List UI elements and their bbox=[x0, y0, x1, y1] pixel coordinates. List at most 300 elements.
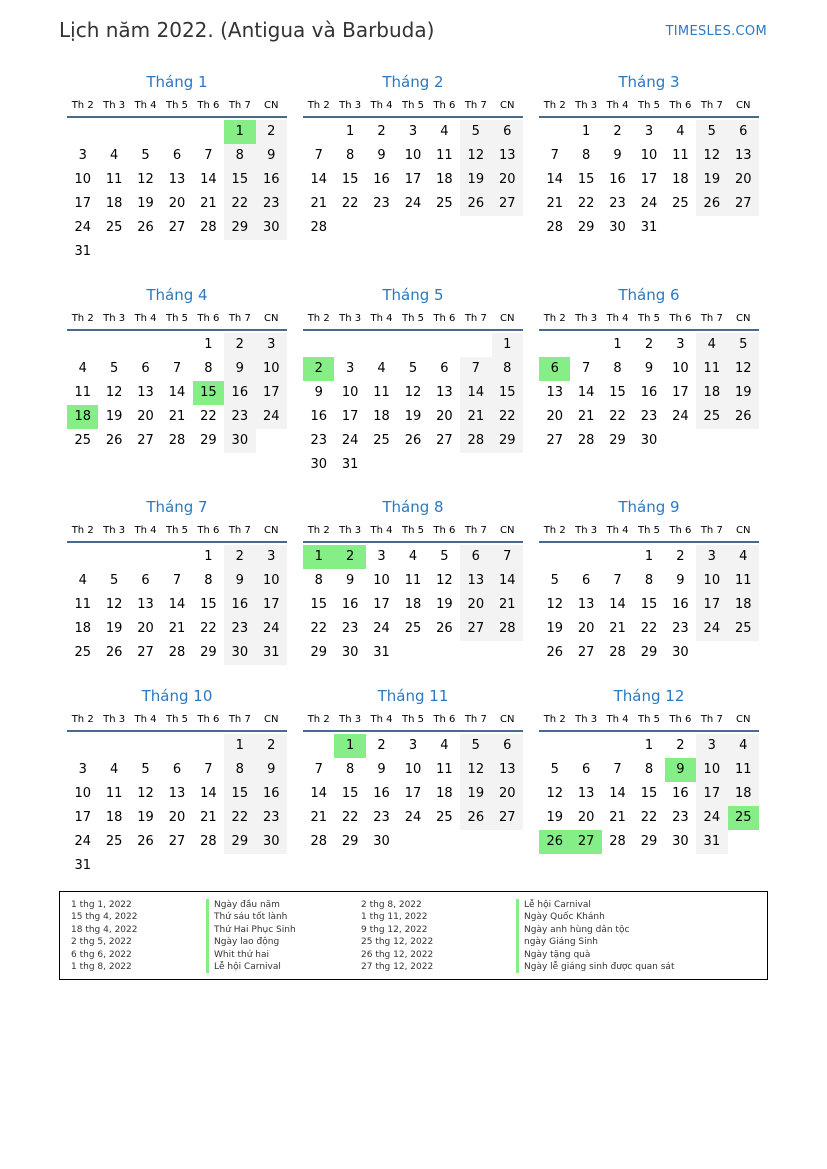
day-cell: 19 bbox=[546, 621, 563, 636]
day-cell: 15 bbox=[492, 381, 523, 405]
month-11 bbox=[303, 684, 523, 854]
day-cell: 1 bbox=[224, 734, 255, 758]
legend-date-column bbox=[71, 899, 137, 973]
holiday-day: 25 bbox=[728, 806, 759, 830]
empty-cell bbox=[130, 734, 161, 758]
day-cell: 11 bbox=[696, 357, 727, 381]
weekday-label: Th 5 bbox=[637, 714, 660, 725]
day-cell: 26 bbox=[105, 645, 123, 660]
day-grid bbox=[539, 545, 759, 665]
day-cell: 10 bbox=[404, 148, 422, 163]
day-cell: 26 bbox=[436, 621, 453, 636]
weekday-label: Th 5 bbox=[401, 100, 424, 111]
day-cell: 13 bbox=[436, 385, 453, 400]
weekday-label: Th 7 bbox=[700, 714, 723, 725]
month-title: Tháng 4 bbox=[146, 286, 208, 304]
day-cell: 29 bbox=[224, 830, 255, 854]
day-cell: 25 bbox=[105, 834, 123, 849]
day-cell: 28 bbox=[168, 645, 186, 660]
day-cell: 25 bbox=[105, 220, 123, 235]
empty-cell bbox=[67, 545, 98, 569]
day-cell: 8 bbox=[581, 148, 591, 163]
day-cell: 12 bbox=[105, 385, 123, 400]
day-cell: 30 bbox=[341, 645, 359, 660]
day-cell: 1 bbox=[581, 124, 591, 139]
site-link[interactable]: TIMESLES.COM bbox=[665, 24, 767, 39]
day-cell: 31 bbox=[341, 457, 359, 472]
day-cell: 8 bbox=[492, 357, 523, 381]
day-cell: 5 bbox=[728, 333, 759, 357]
day-cell: 10 bbox=[341, 385, 359, 400]
empty-cell bbox=[397, 333, 428, 357]
holiday-legend bbox=[59, 891, 768, 980]
day-cell: 18 bbox=[105, 810, 123, 825]
holiday-day: 26 bbox=[539, 830, 570, 854]
day-cell: 14 bbox=[577, 385, 595, 400]
weekday-label: Th 6 bbox=[669, 714, 692, 725]
day-cell: 18 bbox=[105, 196, 123, 211]
holiday-day: 6 bbox=[539, 357, 570, 381]
day-cell: 15 bbox=[224, 782, 255, 806]
day-cell: 6 bbox=[440, 361, 449, 376]
day-cell: 25 bbox=[672, 196, 689, 211]
weekday-label: Th 3 bbox=[575, 714, 598, 725]
empty-cell bbox=[429, 333, 460, 357]
day-cell: 23 bbox=[672, 810, 689, 825]
day-cell: 12 bbox=[546, 597, 563, 612]
empty-cell bbox=[67, 734, 98, 758]
weekday-label: Th 3 bbox=[103, 100, 126, 111]
day-cell: 4 bbox=[728, 734, 759, 758]
day-cell: 9 bbox=[345, 573, 355, 588]
day-cell: 9 bbox=[314, 385, 323, 400]
weekday-label: Th 7 bbox=[228, 100, 251, 111]
weekday-label: CN bbox=[736, 100, 751, 111]
day-cell: 19 bbox=[546, 810, 563, 825]
day-cell: 7 bbox=[613, 762, 622, 777]
day-cell: 22 bbox=[577, 196, 595, 211]
empty-cell bbox=[303, 734, 334, 758]
day-cell: 18 bbox=[436, 786, 453, 801]
weekday-header bbox=[539, 307, 759, 331]
weekday-label: Th 2 bbox=[71, 100, 94, 111]
day-cell: 14 bbox=[546, 172, 563, 187]
day-cell: 23 bbox=[640, 409, 658, 424]
weekday-label: Th 7 bbox=[464, 525, 487, 536]
legend-holiday-name: Ngày lao động bbox=[206, 936, 296, 948]
weekday-label: Th 6 bbox=[197, 313, 220, 324]
day-cell: 14 bbox=[168, 385, 186, 400]
month-10 bbox=[67, 684, 287, 878]
day-cell: 22 bbox=[341, 810, 359, 825]
empty-cell bbox=[193, 120, 224, 144]
day-cell: 18 bbox=[728, 593, 759, 617]
day-cell: 3 bbox=[256, 333, 287, 357]
day-cell: 16 bbox=[373, 172, 390, 187]
day-cell: 13 bbox=[137, 597, 154, 612]
weekday-header bbox=[539, 94, 759, 118]
day-cell: 25 bbox=[728, 617, 759, 641]
month-4 bbox=[67, 283, 287, 453]
day-cell: 21 bbox=[310, 810, 327, 825]
month-title: Tháng 10 bbox=[141, 687, 213, 705]
weekday-label: CN bbox=[736, 525, 751, 536]
day-cell: 27 bbox=[492, 806, 523, 830]
holiday-day: 1 bbox=[303, 545, 334, 569]
legend-holiday-name: Ngày lễ giáng sinh được quan sát bbox=[516, 961, 674, 973]
day-cell: 14 bbox=[609, 786, 626, 801]
day-cell: 17 bbox=[373, 597, 390, 612]
month-title: Tháng 3 bbox=[618, 73, 680, 91]
day-cell: 15 bbox=[609, 385, 626, 400]
day-cell: 15 bbox=[640, 786, 658, 801]
day-cell: 29 bbox=[492, 429, 523, 453]
day-cell: 2 bbox=[377, 738, 386, 753]
day-cell: 19 bbox=[460, 168, 491, 192]
holiday-day: 27 bbox=[570, 830, 601, 854]
day-cell: 28 bbox=[310, 220, 327, 235]
day-cell: 11 bbox=[74, 385, 91, 400]
weekday-header bbox=[67, 94, 287, 118]
day-cell: 17 bbox=[74, 810, 91, 825]
day-cell: 5 bbox=[550, 762, 559, 777]
day-cell: 16 bbox=[341, 597, 359, 612]
day-cell: 13 bbox=[577, 786, 595, 801]
day-cell: 8 bbox=[644, 762, 654, 777]
day-cell: 11 bbox=[672, 148, 689, 163]
day-cell: 17 bbox=[256, 593, 287, 617]
weekday-label: CN bbox=[736, 714, 751, 725]
day-cell: 4 bbox=[377, 361, 386, 376]
weekday-label: Th 6 bbox=[197, 714, 220, 725]
empty-cell bbox=[570, 545, 601, 569]
day-cell: 10 bbox=[696, 569, 727, 593]
day-cell: 7 bbox=[581, 361, 591, 376]
day-cell: 8 bbox=[644, 573, 654, 588]
day-cell: 24 bbox=[256, 617, 287, 641]
day-cell: 30 bbox=[640, 433, 658, 448]
empty-cell bbox=[539, 120, 570, 144]
empty-cell bbox=[161, 734, 192, 758]
weekday-label: Th 5 bbox=[165, 525, 188, 536]
day-cell: 16 bbox=[256, 782, 287, 806]
day-cell: 25 bbox=[74, 433, 91, 448]
day-cell: 23 bbox=[373, 810, 390, 825]
day-cell: 6 bbox=[492, 120, 523, 144]
weekday-label: Th 6 bbox=[669, 525, 692, 536]
day-cell: 22 bbox=[200, 621, 217, 636]
legend-name-column bbox=[516, 899, 674, 973]
month-title: Tháng 12 bbox=[613, 687, 685, 705]
legend-date: 1 thg 8, 2022 bbox=[71, 961, 132, 972]
day-cell: 24 bbox=[640, 196, 658, 211]
legend-date: 26 thg 12, 2022 bbox=[361, 949, 434, 960]
day-cell: 26 bbox=[696, 192, 727, 216]
day-cell: 18 bbox=[404, 597, 422, 612]
day-cell: 16 bbox=[256, 168, 287, 192]
month-title: Tháng 6 bbox=[618, 286, 680, 304]
empty-cell bbox=[98, 545, 129, 569]
month-3 bbox=[539, 70, 759, 240]
weekday-label: Th 3 bbox=[339, 525, 362, 536]
day-cell: 28 bbox=[168, 433, 186, 448]
day-cell: 14 bbox=[492, 569, 523, 593]
weekday-label: CN bbox=[500, 714, 515, 725]
day-grid bbox=[303, 120, 523, 240]
month-title: Tháng 1 bbox=[146, 73, 208, 91]
day-cell: 19 bbox=[404, 409, 422, 424]
legend-holiday-name: Thứ Hai Phục Sinh bbox=[206, 924, 296, 936]
day-cell: 10 bbox=[74, 786, 91, 801]
day-cell: 12 bbox=[404, 385, 422, 400]
day-cell: 2 bbox=[224, 545, 255, 569]
empty-cell bbox=[602, 545, 633, 569]
day-cell: 28 bbox=[546, 220, 563, 235]
legend-holiday-name: Whit thứ hai bbox=[206, 949, 296, 961]
day-cell: 26 bbox=[137, 220, 154, 235]
day-cell: 5 bbox=[141, 148, 150, 163]
day-cell: 27 bbox=[728, 192, 759, 216]
day-cell: 1 bbox=[613, 337, 622, 352]
day-cell: 16 bbox=[373, 786, 390, 801]
day-cell: 2 bbox=[377, 124, 386, 139]
day-cell: 4 bbox=[78, 361, 87, 376]
weekday-header bbox=[303, 94, 523, 118]
day-cell: 29 bbox=[640, 834, 658, 849]
month-title: Tháng 7 bbox=[146, 498, 208, 516]
empty-cell bbox=[161, 120, 192, 144]
day-cell: 24 bbox=[696, 617, 727, 641]
weekday-label: CN bbox=[264, 100, 279, 111]
day-cell: 2 bbox=[644, 337, 654, 352]
day-cell: 7 bbox=[613, 573, 622, 588]
day-grid bbox=[539, 120, 759, 240]
day-cell: 16 bbox=[224, 381, 255, 405]
day-cell: 15 bbox=[341, 172, 359, 187]
day-cell: 28 bbox=[609, 645, 626, 660]
empty-cell bbox=[539, 545, 570, 569]
day-cell: 23 bbox=[609, 196, 626, 211]
day-cell: 6 bbox=[141, 573, 150, 588]
day-cell: 11 bbox=[436, 762, 453, 777]
day-cell: 30 bbox=[672, 645, 689, 660]
weekday-label: Th 4 bbox=[370, 100, 393, 111]
weekday-label: CN bbox=[736, 313, 751, 324]
day-cell: 1 bbox=[345, 124, 355, 139]
day-cell: 4 bbox=[109, 148, 119, 163]
day-cell: 29 bbox=[310, 645, 327, 660]
day-cell: 10 bbox=[256, 357, 287, 381]
day-cell: 7 bbox=[550, 148, 559, 163]
weekday-label: CN bbox=[500, 313, 515, 324]
day-cell: 29 bbox=[609, 433, 626, 448]
day-cell: 18 bbox=[74, 621, 91, 636]
day-cell: 13 bbox=[460, 569, 491, 593]
day-cell: 17 bbox=[404, 786, 422, 801]
day-cell: 4 bbox=[440, 124, 449, 139]
weekday-header bbox=[303, 307, 523, 331]
day-cell: 5 bbox=[109, 573, 119, 588]
day-cell: 9 bbox=[676, 573, 685, 588]
day-cell: 21 bbox=[310, 196, 327, 211]
day-cell: 26 bbox=[460, 192, 491, 216]
day-cell: 20 bbox=[137, 621, 154, 636]
day-cell: 10 bbox=[256, 569, 287, 593]
day-cell: 8 bbox=[613, 361, 622, 376]
weekday-header bbox=[67, 307, 287, 331]
day-cell: 19 bbox=[460, 782, 491, 806]
day-cell: 8 bbox=[314, 573, 323, 588]
day-cell: 21 bbox=[200, 810, 217, 825]
day-cell: 14 bbox=[310, 786, 327, 801]
day-cell: 22 bbox=[341, 196, 359, 211]
empty-cell bbox=[98, 734, 129, 758]
day-grid bbox=[67, 734, 287, 878]
day-cell: 18 bbox=[672, 172, 689, 187]
legend-holiday-name: Lễ hội Carnival bbox=[206, 961, 296, 973]
legend-date: 2 thg 8, 2022 bbox=[361, 900, 422, 910]
day-cell: 22 bbox=[609, 409, 626, 424]
day-cell: 25 bbox=[373, 433, 390, 448]
day-cell: 19 bbox=[436, 597, 453, 612]
day-cell: 16 bbox=[310, 409, 327, 424]
legend-holiday-name: Ngày Quốc Khánh bbox=[516, 911, 674, 923]
day-cell: 1 bbox=[204, 549, 213, 564]
day-cell: 10 bbox=[672, 361, 689, 376]
weekday-label: Th 4 bbox=[134, 714, 157, 725]
day-cell: 21 bbox=[492, 593, 523, 617]
weekday-label: Th 2 bbox=[307, 714, 330, 725]
day-cell: 23 bbox=[341, 621, 359, 636]
weekday-label: Th 4 bbox=[370, 525, 393, 536]
day-cell: 11 bbox=[728, 569, 759, 593]
day-cell: 20 bbox=[492, 168, 523, 192]
day-cell: 2 bbox=[613, 124, 622, 139]
day-cell: 8 bbox=[345, 148, 355, 163]
weekday-label: CN bbox=[264, 714, 279, 725]
day-cell: 7 bbox=[460, 357, 491, 381]
day-cell: 4 bbox=[408, 549, 418, 564]
weekday-label: Th 6 bbox=[433, 313, 456, 324]
day-cell: 8 bbox=[345, 762, 355, 777]
day-cell: 28 bbox=[310, 834, 327, 849]
day-cell: 20 bbox=[168, 810, 186, 825]
legend-date: 27 thg 12, 2022 bbox=[361, 961, 434, 972]
day-cell: 9 bbox=[224, 569, 255, 593]
day-cell: 13 bbox=[492, 144, 523, 168]
day-cell: 27 bbox=[577, 645, 595, 660]
empty-cell bbox=[366, 333, 397, 357]
holiday-day: 15 bbox=[193, 381, 224, 405]
day-cell: 28 bbox=[609, 834, 626, 849]
weekday-label: Th 5 bbox=[637, 525, 660, 536]
day-cell: 4 bbox=[109, 762, 119, 777]
weekday-label: Th 4 bbox=[606, 313, 629, 324]
weekday-label: Th 2 bbox=[543, 525, 566, 536]
day-cell: 6 bbox=[141, 361, 150, 376]
weekday-label: CN bbox=[264, 525, 279, 536]
legend-holiday-name: Ngày đầu năm bbox=[206, 899, 296, 911]
day-cell: 14 bbox=[200, 786, 217, 801]
month-2 bbox=[303, 70, 523, 240]
day-cell: 25 bbox=[74, 645, 91, 660]
day-cell: 23 bbox=[256, 806, 287, 830]
day-cell: 5 bbox=[550, 573, 559, 588]
weekday-label: Th 7 bbox=[700, 525, 723, 536]
empty-cell bbox=[98, 120, 129, 144]
day-cell: 27 bbox=[137, 433, 154, 448]
day-cell: 13 bbox=[168, 172, 186, 187]
empty-cell bbox=[303, 120, 334, 144]
weekday-label: Th 4 bbox=[134, 525, 157, 536]
day-cell: 29 bbox=[200, 433, 217, 448]
legend-holiday-name: Ngày anh hùng dân tộc bbox=[516, 924, 674, 936]
day-cell: 27 bbox=[137, 645, 154, 660]
day-cell: 6 bbox=[172, 762, 182, 777]
day-cell: 20 bbox=[436, 409, 453, 424]
day-cell: 12 bbox=[137, 786, 154, 801]
day-cell: 21 bbox=[200, 196, 217, 211]
weekday-header bbox=[303, 708, 523, 732]
weekday-label: Th 6 bbox=[197, 100, 220, 111]
day-cell: 3 bbox=[696, 734, 727, 758]
day-cell: 12 bbox=[137, 172, 154, 187]
legend-holiday-name: Thứ sáu tốt lành bbox=[206, 911, 296, 923]
day-grid bbox=[303, 734, 523, 854]
day-cell: 22 bbox=[310, 621, 327, 636]
day-cell: 19 bbox=[105, 621, 123, 636]
day-cell: 19 bbox=[728, 381, 759, 405]
day-cell: 9 bbox=[256, 758, 287, 782]
day-cell: 27 bbox=[168, 220, 186, 235]
day-cell: 6 bbox=[460, 545, 491, 569]
day-cell: 28 bbox=[577, 433, 595, 448]
holiday-day: 9 bbox=[665, 758, 696, 782]
day-cell: 18 bbox=[436, 172, 453, 187]
day-grid bbox=[539, 734, 759, 854]
legend-holiday-name: Ngày tặng quà bbox=[516, 949, 674, 961]
day-cell: 3 bbox=[345, 361, 355, 376]
weekday-label: Th 7 bbox=[464, 313, 487, 324]
day-cell: 23 bbox=[310, 433, 327, 448]
day-cell: 15 bbox=[224, 168, 255, 192]
weekday-label: Th 3 bbox=[339, 714, 362, 725]
month-title: Tháng 8 bbox=[382, 498, 444, 516]
day-cell: 3 bbox=[676, 337, 685, 352]
day-cell: 21 bbox=[168, 621, 186, 636]
day-grid bbox=[539, 333, 759, 453]
day-cell: 8 bbox=[204, 573, 213, 588]
day-cell: 19 bbox=[696, 168, 727, 192]
legend-date: 2 thg 5, 2022 bbox=[71, 937, 132, 948]
day-cell: 26 bbox=[137, 834, 154, 849]
day-cell: 2 bbox=[256, 120, 287, 144]
day-cell: 11 bbox=[74, 597, 91, 612]
day-cell: 1 bbox=[644, 549, 654, 564]
day-cell: 14 bbox=[200, 172, 217, 187]
day-cell: 12 bbox=[696, 144, 727, 168]
day-cell: 22 bbox=[224, 806, 255, 830]
empty-cell bbox=[570, 333, 601, 357]
day-cell: 18 bbox=[728, 782, 759, 806]
empty-cell bbox=[130, 333, 161, 357]
day-cell: 8 bbox=[224, 144, 255, 168]
weekday-label: Th 4 bbox=[606, 714, 629, 725]
holiday-day: 1 bbox=[224, 120, 255, 144]
weekday-label: CN bbox=[500, 525, 515, 536]
day-cell: 7 bbox=[172, 573, 182, 588]
day-cell: 10 bbox=[373, 573, 390, 588]
